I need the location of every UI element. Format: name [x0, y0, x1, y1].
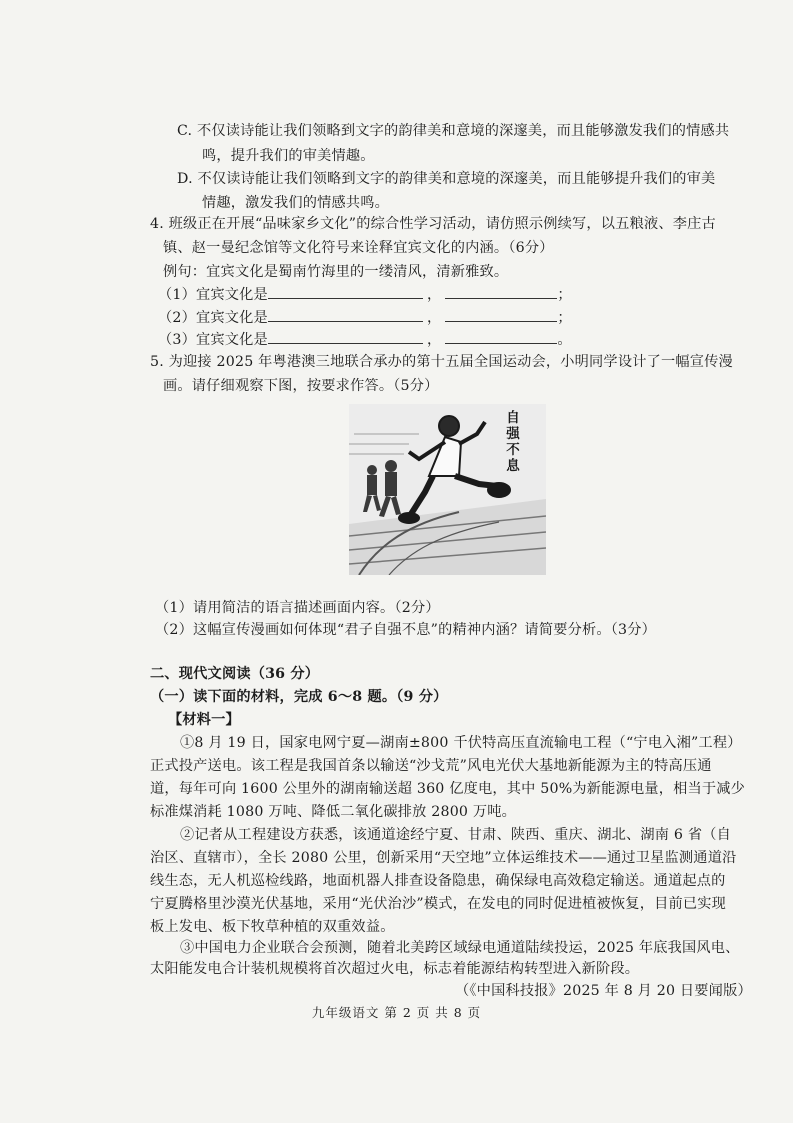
question-5-sub1: （1）请用简洁的语言描述画面内容。（2分）	[155, 600, 440, 616]
answer-line-1	[158, 284, 572, 305]
caption-char-3: 不	[506, 442, 520, 458]
question-5-line1: 5. 为迎接 2025 年粤港澳三地联合承办的第十五届全国运动会，小明同学设计了一幅宣传漫	[150, 354, 733, 370]
answer-line-3	[158, 329, 572, 350]
caption-char-2: 强	[506, 426, 520, 442]
option-c-line2: 鸣，提升我们的审美情趣。	[202, 148, 375, 164]
material-line: 线生态，无人机巡检线路，地面机器人排查设备隐患，确保绿电高效稳定输送。通道起点的	[150, 873, 726, 889]
section-2-subtitle: （一）读下面的材料，完成 6～8 题。（9 分）	[150, 689, 448, 705]
answer-comma-3: ，	[426, 332, 442, 348]
question-4-line2: 镇、赵一曼纪念馆等文化符号来诠释宜宾文化的内涵。（6分）	[163, 240, 554, 256]
option-d-line1: D. 不仅读诗能让我们领略到文字的韵律美和意境的深邃美，而且能够提升我们的审美	[177, 171, 716, 187]
material-line: 宁夏腾格里沙漠光伏基地，采用“光伏治沙”模式，在发电的同时促进植被恢复，目前已实现	[150, 896, 727, 912]
material-line: 标准煤消耗 1080 万吨、降低二氧化碳排放 2800 万吨。	[150, 804, 517, 820]
answer-blank-1a[interactable]	[268, 284, 423, 299]
answer-label-1: （1）宜宾文化是	[158, 287, 268, 303]
caption-char-4: 息	[506, 458, 520, 474]
answer-comma-2: ，	[426, 310, 442, 326]
question-4-example: 例句：宜宾文化是蜀南竹海里的一缕清风，清新雅致。	[163, 264, 509, 280]
material-line: 正式投产送电。该工程是我国首条以输送“沙戈荒”风电光伏大基地新能源为主的特高压通	[150, 758, 712, 774]
option-d-line2: 情趣，激发我们的情感共鸣。	[202, 195, 390, 211]
answer-label-3: （3）宜宾文化是	[158, 332, 268, 348]
answer-line-2	[158, 307, 572, 328]
answer-blank-3a[interactable]	[268, 329, 423, 344]
material-line: 板上发电、板下牧草种植的双重效益。	[150, 919, 395, 935]
material-line: ②记者从工程建设方获悉，该通道途经宁夏、甘肃、陕西、重庆、湖北、湖南 6 省（自	[180, 827, 731, 843]
material-line: 道，每年可向 1600 公里外的湖南输送超 360 亿度电，其中 50%为新能源电量，相当于减少	[150, 781, 746, 797]
answer-blank-1b[interactable]	[445, 284, 557, 299]
material-line: 太阳能发电合计装机规模将首次超过火电，标志着能源结构转型进入新阶段。	[150, 961, 640, 977]
question-5-line2: 画。请仔细观察下图，按要求作答。（5分）	[163, 378, 439, 394]
comic-illustration	[349, 404, 546, 575]
question-5-sub2: （2）这幅宣传漫画如何体现“君子自强不息”的精神内涵？请简要分析。（3分）	[155, 622, 657, 638]
answer-end-3: 。	[557, 332, 572, 348]
material-line: ①8 月 19 日，国家电网宁夏—湖南±800 千伏特高压直流输电工程（“宁电入湘”工程）	[180, 735, 742, 751]
material-1-label: 【材料一】	[168, 712, 240, 728]
page-footer: 九年级语文 第 2 页 共 8 页	[311, 1005, 482, 1020]
answer-label-2: （2）宜宾文化是	[158, 310, 268, 326]
caption-char-1: 自	[506, 410, 520, 426]
answer-comma-1: ，	[426, 287, 442, 303]
section-2-title: 二、现代文阅读（36 分）	[150, 666, 320, 682]
answer-blank-3b[interactable]	[445, 329, 557, 344]
answer-blank-2b[interactable]	[445, 307, 557, 322]
comic-caption	[504, 410, 522, 474]
material-line: 治区、直辖市），全长 2080 公里，创新采用“天空地”立体运维技术——通过卫星监测通道沿	[150, 850, 737, 866]
answer-end-1: ；	[557, 287, 572, 303]
question-4-line1: 4. 班级正在开展“品味家乡文化”的综合性学习活动，请仿照示例续写，以五粮液、李庄古	[150, 216, 716, 232]
option-c-line1: C. 不仅读诗能让我们领略到文字的韵律美和意境的深邃美，而且能够激发我们的情感共	[177, 123, 730, 139]
material-line: ③中国电力企业联合会预测，随着北美跨区域绿电通道陆续投运，2025 年底我国风电、	[180, 940, 740, 956]
material-source: （《中国科技报》2025 年 8 月 20 日要闻版）	[455, 983, 752, 999]
answer-end-2: ；	[557, 310, 572, 326]
answer-blank-2a[interactable]	[268, 307, 423, 322]
